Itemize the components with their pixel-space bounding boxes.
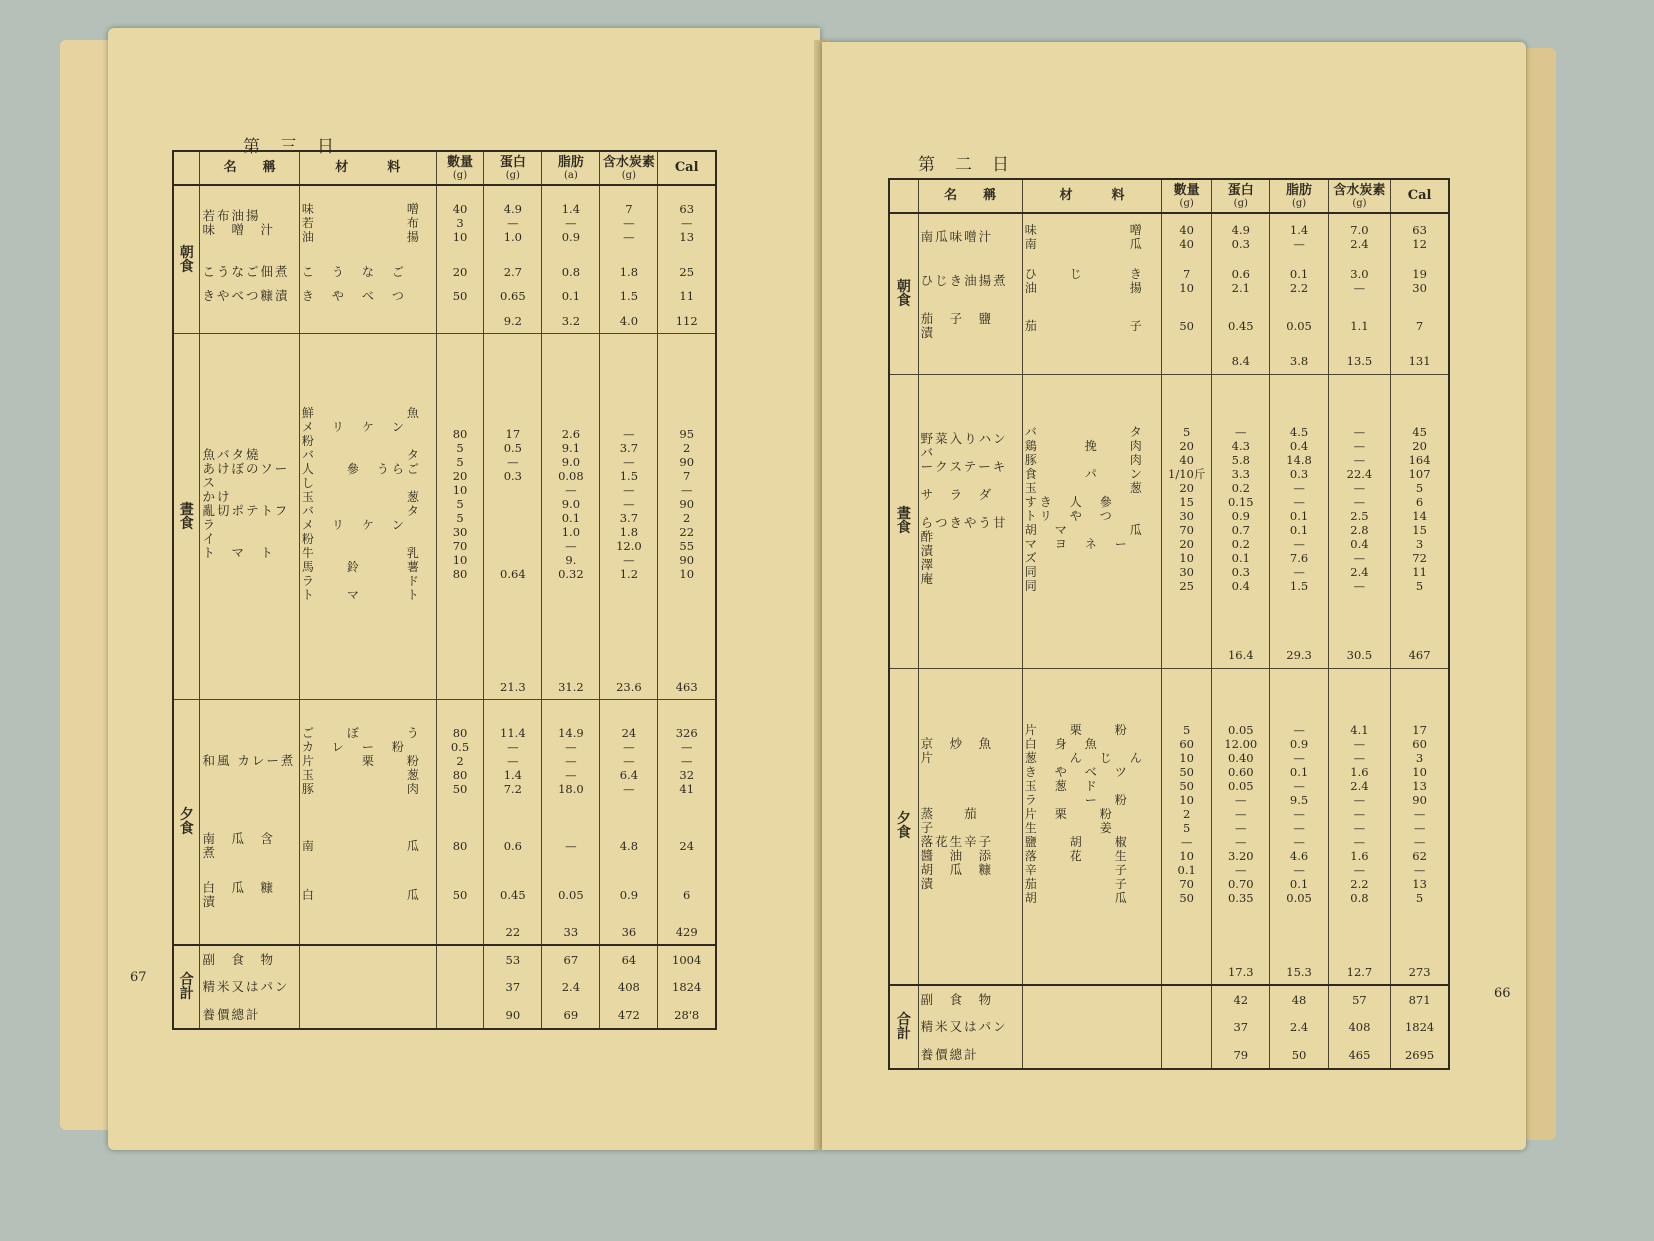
header-cell [542,151,600,185]
meal-label: 夕食 [173,700,200,945]
header-cell [1270,179,1328,213]
value-fat: — 0.9 — 0.1 — 9.5 — — — 4.6 — 0.1 0.05 [1270,668,1328,959]
total-pro: 53 [484,945,542,973]
total-empty [1162,1013,1212,1041]
value-cal: 63 12 [1391,213,1449,259]
value-fat: 14.9 — — — 18.0 [542,700,600,822]
total-empty [1022,1013,1161,1041]
value-carb: — — — 22.4 — — 2.5 2.8 0.4 — 2.4 — [1328,374,1390,642]
total-carb: 465 [1328,1041,1390,1069]
total-fat: 67 [542,945,600,973]
value-pro: 4.9 0.3 [1212,213,1270,259]
value-carb: 1.5 [600,284,658,308]
meal-label: 朝食 [889,213,918,374]
total-empty [299,973,436,1001]
value-pro: 0.6 [484,822,542,870]
page-number: 66 [1494,986,1511,1001]
total-carb: 408 [600,973,658,1001]
header-cell [484,151,542,185]
subtotal-empty [299,308,436,334]
value-fat: 1.4 — 0.9 [542,185,600,259]
total-empty [299,1001,436,1029]
value-qty: 7 10 [1162,259,1212,304]
total-fat: 48 [1270,985,1328,1013]
total-pro: 79 [1212,1041,1270,1069]
table-row [173,870,716,919]
value-pro: 2.7 [484,259,542,283]
total-empty [1162,1041,1212,1069]
header-label: 含水炭素 [602,154,655,170]
dish-name: 野菜入りハンバ ークステーキ サ ラ ダ らつきやう甘酢 漬 澤 庵 [918,374,1022,642]
value-fat: 4.5 0.4 14.8 0.3 — — 0.1 0.1 — 7.6 — 1.5 [1270,374,1328,642]
value-cal: 63 — 13 [658,185,716,259]
total-empty [1162,985,1212,1013]
header-cell [1022,179,1161,213]
subtotal-empty [1022,959,1161,985]
total-carb: 57 [1328,985,1390,1013]
header-label: 脂肪 [557,154,584,170]
subtotal-pro: 17.3 [1212,959,1270,985]
dish-name: こうなご佃煮 [200,259,299,283]
header-label: 含水炭素 [1333,182,1386,198]
total-row [889,1013,1449,1041]
value-pro: 0.65 [484,284,542,308]
value-fat: 0.8 [542,259,600,283]
subtotal-row [889,642,1449,668]
total-empty [299,945,436,973]
dish-name: 南瓜味噌汁 [918,213,1022,259]
subtotal-fat: 3.8 [1270,348,1328,374]
subtotal-carb: 13.5 [1328,348,1390,374]
value-cal: 6 [658,870,716,919]
ingredients: 南 瓜 [299,822,436,870]
ingredients: 白 瓜 [299,870,436,919]
subtotal-row [173,919,716,945]
value-carb: — 3.7 — 1.5 — — 3.7 1.8 12.0 — 1.2 [600,334,658,674]
value-qty: 50 [1162,304,1212,349]
total-cal: 1004 [658,945,716,973]
total-row [889,1041,1449,1069]
value-fat: 1.4 — [1270,213,1328,259]
value-carb: 7.0 2.4 [1328,213,1390,259]
meal-label: 夕食 [889,668,918,985]
ingredients: 茄 子 [1022,304,1161,349]
total-name: 副 食 物 [918,985,1022,1013]
menu-table [888,178,1450,1070]
value-qty: 20 [436,259,484,283]
value-fat: 0.05 [1270,304,1328,349]
subtotal-empty [200,674,299,700]
value-pro: — 4.3 5.8 3.3 0.2 0.15 0.9 0.7 0.2 0.1 0.3 0.4 [1212,374,1270,642]
value-pro: 0.6 2.1 [1212,259,1270,304]
subtotal-carb: 30.5 [1328,642,1390,668]
value-qty: 40 40 [1162,213,1212,259]
total-cal: 871 [1391,985,1449,1013]
total-cal: 28'8 [658,1001,716,1029]
total-name: 副 食 物 [200,945,299,973]
subtotal-empty [1022,642,1161,668]
header-cell [658,151,716,185]
total-carb: 408 [1328,1013,1390,1041]
subtotal-row [173,308,716,334]
header-cell [1328,179,1390,213]
subtotal-cal: 467 [1391,642,1449,668]
table-row [173,259,716,283]
header-cell [600,151,658,185]
value-qty: 80 5 5 20 10 5 5 30 70 10 80 [436,334,484,674]
value-fat: 2.6 9.1 9.0 0.08 — 9.0 0.1 1.0 — 9. 0.32 [542,334,600,674]
value-cal: 24 [658,822,716,870]
table-row [173,185,716,259]
total-name: 養價總計 [200,1001,299,1029]
dish-name: 若布油揚 味 噌 汁 [200,185,299,259]
total-empty [436,973,484,1001]
ingredients: 鮮 魚 メ リ ケ ン 粉 バ タ 人 參 うらごし 玉 葱 バ タ メ リ ケ ン 粉 牛 乳 馬 鈴 薯 ラ ド ト マ ト [299,334,436,674]
menu-table [172,150,717,1030]
total-name: 精米又はパン [200,973,299,1001]
header-meal [173,151,200,185]
total-row [173,945,716,973]
subtotal-empty [200,919,299,945]
value-carb: 0.9 [600,870,658,919]
value-pro: 4.9 — 1.0 [484,185,542,259]
value-cal: 95 2 90 7 — 90 2 22 55 90 10 [658,334,716,674]
header-cell [200,151,299,185]
subtotal-cal: 112 [658,308,716,334]
value-qty: 5 60 10 50 50 10 2 5 — 10 0.1 70 50 [1162,668,1212,959]
meal-label: 朝食 [173,185,200,334]
total-fat: 69 [542,1001,600,1029]
day-title: 第三日 [243,137,354,157]
table-row [889,374,1449,642]
subtotal-cal: 429 [658,919,716,945]
subtotal-empty [918,642,1022,668]
value-qty: 5 20 40 1/10斤 20 15 30 70 20 10 30 25 [1162,374,1212,642]
subtotal-pro: 8.4 [1212,348,1270,374]
total-empty [1022,1041,1161,1069]
subtotal-fat: 29.3 [1270,642,1328,668]
value-qty: 80 0.5 2 80 50 [436,700,484,822]
header-label: 數量 [447,154,474,170]
value-fat: 0.05 [542,870,600,919]
subtotal-empty [436,308,484,334]
ingredients: ひ じ き 油 揚 [1022,259,1161,304]
total-fat: 2.4 [1270,1013,1328,1041]
ingredients: ご ぼ う カ レ ー 粉 片 栗 粉 玉 葱 豚 肉 [299,700,436,822]
meal-label: 晝食 [889,374,918,668]
subtotal-row [889,348,1449,374]
total-carb: 64 [600,945,658,973]
header-meal [889,179,918,213]
header-cell [436,151,484,185]
table-row [173,284,716,308]
subtotal-pro: 21.3 [484,674,542,700]
value-cal: 25 [658,259,716,283]
header-unit: (g) [452,169,468,181]
ingredients: 味 噌 若 布 油 揚 [299,185,436,259]
header-label: 材 料 [335,160,401,175]
table-row [889,259,1449,304]
header-cell [918,179,1022,213]
total-pro: 90 [484,1001,542,1029]
subtotal-pro: 9.2 [484,308,542,334]
meal-label: 晝食 [173,334,200,700]
subtotal-pro: 22 [484,919,542,945]
table-row [889,213,1449,259]
subtotal-empty [299,674,436,700]
header-cell [299,151,436,185]
value-carb: 4.8 [600,822,658,870]
header-label: 數量 [1173,182,1200,198]
header-label: 蛋白 [499,154,526,170]
value-fat: — [542,822,600,870]
subtotal-carb: 23.6 [600,674,658,700]
ingredients: 味 噌 南 瓜 [1022,213,1161,259]
dish-name: きやべつ糠漬 [200,284,299,308]
total-name: 養價總計 [918,1041,1022,1069]
dish-name: 和風 カレー煮 [200,700,299,822]
subtotal-empty [918,959,1022,985]
total-fat: 50 [1270,1041,1328,1069]
dish-name: ひじき油揚煮 [918,259,1022,304]
subtotal-empty [1162,642,1212,668]
total-name: 精米又はパン [918,1013,1022,1041]
subtotal-empty [200,308,299,334]
header-cell [1162,179,1212,213]
total-fat: 2.4 [542,973,600,1001]
value-qty: 40 3 10 [436,185,484,259]
table-row [173,822,716,870]
value-qty: 80 [436,822,484,870]
subtotal-cal: 131 [1391,348,1449,374]
total-pro: 37 [1212,1013,1270,1041]
subtotal-row [889,959,1449,985]
header-cell [1212,179,1270,213]
total-row [889,985,1449,1013]
subtotal-empty [299,919,436,945]
day-title: 第二日 [918,155,1029,175]
page-number: 67 [130,970,147,985]
total-empty [436,1001,484,1029]
total-cal: 1824 [658,973,716,1001]
value-carb: 1.1 [1328,304,1390,349]
value-qty: 50 [436,284,484,308]
total-label: 合計 [173,945,200,1029]
total-pro: 42 [1212,985,1270,1013]
subtotal-carb: 12.7 [1328,959,1390,985]
header-unit: (g) [1179,197,1194,209]
dish-name: 南 瓜 含 煮 [200,822,299,870]
left-page [108,28,820,1150]
subtotal-empty [1162,348,1212,374]
value-cal: 45 20 164 107 5 6 14 15 3 72 11 5 [1391,374,1449,642]
table-row [889,304,1449,349]
subtotal-carb: 4.0 [600,308,658,334]
total-empty [1022,985,1161,1013]
header-label: 脂肪 [1286,182,1313,198]
header-unit: (a) [563,169,578,181]
header-label: Cal [674,160,699,175]
value-carb: 1.8 [600,259,658,283]
total-empty [436,945,484,973]
total-cal: 1824 [1391,1013,1449,1041]
value-pro: 0.45 [1212,304,1270,349]
total-pro: 37 [484,973,542,1001]
right-page [822,42,1526,1150]
table-row [173,334,716,674]
value-cal: 11 [658,284,716,308]
dish-name: 白 瓜 糠 漬 [200,870,299,919]
value-carb: 24 — — 6.4 — [600,700,658,822]
header-unit: (g) [505,169,520,181]
ingredients: こ う な ご [299,259,436,283]
header-label: Cal [1407,188,1432,203]
header-unit: (g) [1352,197,1367,209]
value-pro: 11.4 — — 1.4 7.2 [484,700,542,822]
subtotal-row [173,674,716,700]
subtotal-fat: 15.3 [1270,959,1328,985]
value-carb: 7 — — [600,185,658,259]
value-fat: 0.1 [542,284,600,308]
table-row [889,668,1449,959]
header-unit: (g) [621,169,636,181]
value-cal: 19 30 [1391,259,1449,304]
header-unit: (g) [1233,197,1248,209]
value-carb: 4.1 — — 1.6 2.4 — — — — 1.6 — 2.2 0.8 [1328,668,1390,959]
value-fat: 0.1 2.2 [1270,259,1328,304]
dish-name: 京 炒 魚 片 蒸 茄 子 落花生辛子 醬 油 添 胡 瓜 糠 漬 [918,668,1022,959]
value-pro: 0.05 12.00 0.40 0.60 0.05 — — — — 3.20 — 0.70 0.35 [1212,668,1270,959]
subtotal-carb: 36 [600,919,658,945]
value-qty: 50 [436,870,484,919]
value-pro: 17 0.5 — 0.3 0.64 [484,334,542,674]
value-pro: 0.45 [484,870,542,919]
total-cal: 2695 [1391,1041,1449,1069]
total-carb: 472 [600,1001,658,1029]
total-row [173,1001,716,1029]
value-carb: 3.0 — [1328,259,1390,304]
header-label: 材 料 [1059,188,1125,203]
header-cell [1391,179,1449,213]
subtotal-empty [436,919,484,945]
header-unit: (g) [1291,197,1307,209]
subtotal-cal: 273 [1391,959,1449,985]
subtotal-empty [1022,348,1161,374]
subtotal-fat: 31.2 [542,674,600,700]
subtotal-empty [436,674,484,700]
value-cal: 17 60 3 10 13 90 — — — 62 — 13 5 [1391,668,1449,959]
subtotal-empty [1162,959,1212,985]
header-label: 名 稱 [223,160,276,175]
subtotal-fat: 3.2 [542,308,600,334]
dish-name: 魚バタ燒 あけぼのソース かけ 亂切ポテトフラ イ ト マ ト [200,334,299,674]
header-label: 名 稱 [944,188,997,203]
subtotal-cal: 463 [658,674,716,700]
subtotal-fat: 33 [542,919,600,945]
total-row [173,973,716,1001]
value-cal: 7 [1391,304,1449,349]
subtotal-pro: 16.4 [1212,642,1270,668]
value-cal: 326 — — 32 41 [658,700,716,822]
ingredients: き や べ つ [299,284,436,308]
subtotal-empty [918,348,1022,374]
ingredients: 片 栗 粉 白 身 魚 葱 ん じ ん き や べ ツ 玉 葱 ド ラ ー 粉 片 栗 粉 生 姜 鹽 胡 椒 落 花 生 辛 子 茄 子 胡 瓜 [1022,668,1161,959]
header-label: 蛋白 [1227,182,1254,198]
total-label: 合計 [889,985,918,1069]
dish-name: 茄 子 鹽 漬 [918,304,1022,349]
table-row [173,700,716,822]
ingredients: バ タ 鶏 挽 肉 豚 肉 食 パ ン 玉 葱 すき 人 參 トリ や つ 胡 マ 瓜 マ ヨ ネ ー ズ 同 同 [1022,374,1161,642]
